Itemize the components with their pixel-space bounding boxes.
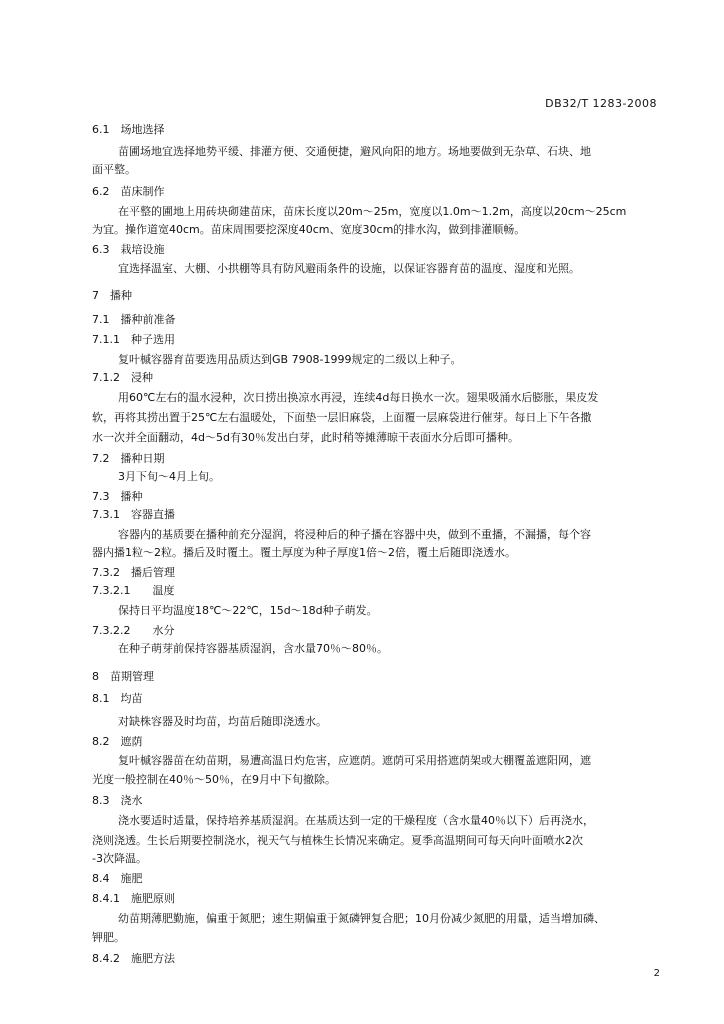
body-text-line: 水一次并全面翻动，4d～5d有30％发出白芽，此时稍等摊薄晾干表面水分后即可播种。 — [92, 431, 519, 444]
body-text-line: 软，再将其捞出置于25℃左右温暖处，下面垫一层旧麻袋，上面覆一层麻袋进行催芽。每日上下午各撒 — [92, 411, 592, 424]
body-text-line: 容器内的基质要在播种前充分湿润，将浸种后的种子播在容器中央，做到不重播，不漏播，每个容 — [118, 528, 591, 541]
section-heading: 8.4.1 施肥原则 — [92, 892, 175, 905]
body-text-line: 钾肥。 — [92, 931, 125, 944]
section-heading: 7.1.1 种子选用 — [92, 333, 175, 346]
body-text-line: 面平整。 — [92, 163, 136, 176]
body-text-line: 复叶槭容器苗在幼苗期，易遭高温日灼危害，应遮荫。遮荫可采用搭遮荫架或大棚覆盖遮阳网，遮 — [118, 754, 591, 767]
body-text-line: 幼苗期薄肥勤施，偏重于氮肥；速生期偏重于氮磷钾复合肥；10月份减少氮肥的用量，适当增加磷、 — [118, 912, 605, 925]
body-text-line: 器内播1粒～2粒。播后及时覆土。覆土厚度为种子厚度1倍～2倍，覆土后随即浇透水。 — [92, 546, 516, 559]
body-text-line: 对缺株容器及时均苗，均苗后随即浇透水。 — [118, 715, 327, 728]
section-heading: 7.3.2.1 温度 — [92, 584, 175, 597]
section-heading: 7.3.2 播后管理 — [92, 566, 175, 579]
body-text-line: 在平整的圃地上用砖块砌建苗床，苗床长度以20m～25m，宽度以1.0m～1.2m，高度以20cm～25cm — [118, 205, 627, 218]
section-heading: 6.2 苗床制作 — [92, 185, 165, 198]
section-heading: 7.3 播种 — [92, 490, 143, 503]
body-text-line: 在种子萌芽前保持容器基质湿润，含水量70％～80％。 — [118, 642, 388, 655]
section-heading: 8.4.2 施肥方法 — [92, 952, 175, 965]
body-text-line: 保持日平均温度18℃～22℃，15d～18d种子萌发。 — [118, 604, 378, 617]
section-heading: 8 苗期管理 — [92, 670, 154, 683]
section-heading: 8.4 施肥 — [92, 872, 143, 885]
body-text-line: 浇水要适时适量，保持培养基质湿润。在基质达到一定的干燥程度（含水量40％以下）后再浇水， — [118, 814, 594, 827]
body-text-line: 宜选择温室、大棚、小拱棚等具有防风避雨条件的设施，以保证容器育苗的温度、湿度和光照。 — [118, 262, 580, 275]
doc-id-header: DB32/T 1283-2008 — [545, 97, 657, 110]
body-text-line: -3次降温。 — [92, 852, 147, 865]
section-heading: 7.3.1 容器直播 — [92, 508, 175, 521]
section-heading: 8.1 均苗 — [92, 692, 143, 705]
section-heading: 7.1.2 浸种 — [92, 371, 153, 384]
body-text-line: 光度一般控制在40％～50％，在9月中下旬撤除。 — [92, 773, 336, 786]
body-text-line: 复叶槭容器育苗要选用品质达到GB 7908-1999规定的二级以上种子。 — [118, 353, 462, 366]
section-heading: 8.2 遮荫 — [92, 735, 143, 748]
section-heading: 6.3 栽培设施 — [92, 243, 165, 256]
page-number: 2 — [653, 968, 660, 979]
section-heading: 7.1 播种前准备 — [92, 313, 176, 326]
body-text-line: 浇则浇透。生长后期要控制浇水，视天气与植株生长情况来确定。夏季高温期间可每天向叶面喷水2次 — [92, 834, 583, 847]
body-text-line: 为宜。操作道宽40cm。苗床周围要挖深度40cm、宽度30cm的排水沟，做到排灌顺畅。 — [92, 223, 526, 236]
section-heading: 3月下旬～4月上旬。 — [118, 470, 220, 483]
section-heading: 6.1 场地选择 — [92, 123, 165, 136]
section-heading: 7.3.2.2 水分 — [92, 624, 175, 637]
section-heading: 8.3 浇水 — [92, 794, 143, 807]
section-heading: 7 播种 — [92, 289, 132, 302]
section-heading: 7.2 播种日期 — [92, 452, 165, 465]
body-text-line: 苗圃场地宜选择地势平缓、排灌方便、交通便捷，避风向阳的地方。场地要做到无杂草、石块、地 — [118, 145, 591, 158]
body-text-line: 用60℃左右的温水浸种，次日捞出换凉水再浸，连续4d每日换水一次。翅果吸涌水后膨胀，果皮发 — [118, 391, 599, 404]
